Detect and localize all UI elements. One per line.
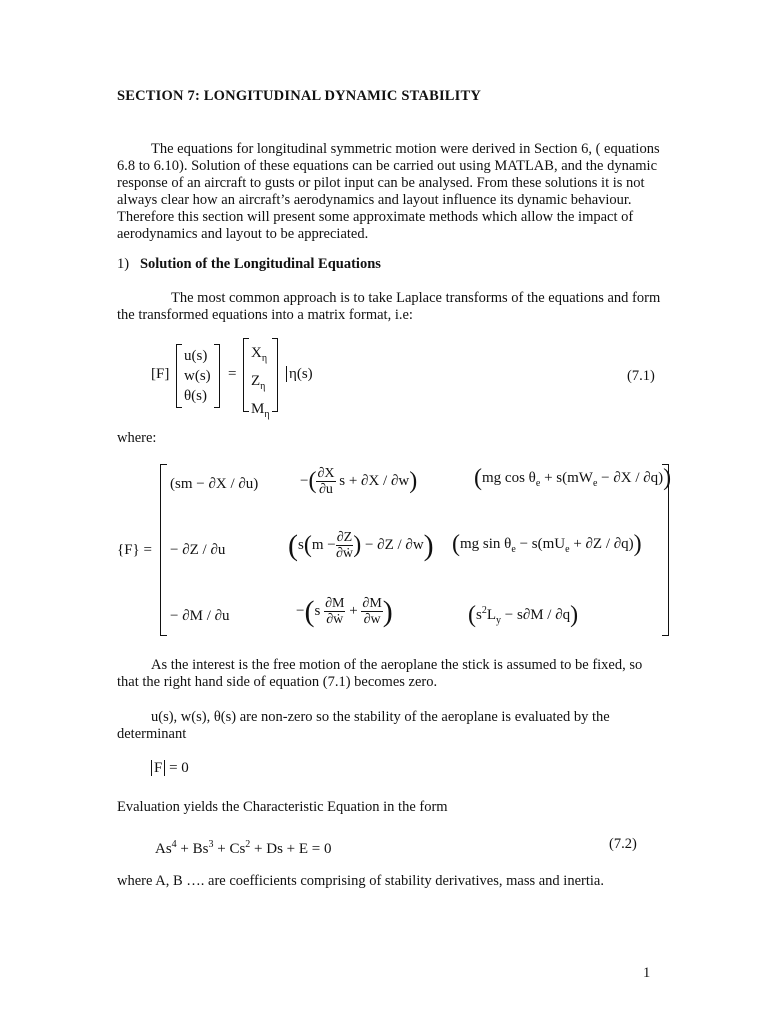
numerator: ∂X bbox=[317, 466, 335, 481]
term: + ∂Z / ∂q) bbox=[569, 536, 634, 552]
matrix-r3c2: −(s $\frac{\partial M}{\text{∂ẇ}}$ + $\frac{\partial M}{\partial w}$ ) bbox=[296, 595, 393, 628]
fraction bbox=[336, 530, 353, 561]
denominator: ∂w bbox=[363, 612, 381, 627]
eq71-eta bbox=[286, 366, 313, 383]
eq71-rhs-bracket-close bbox=[272, 338, 278, 412]
eq71-label: (7.1) bbox=[627, 368, 655, 384]
sup-2: 2 bbox=[245, 839, 251, 850]
term-rest: + Ds + E = 0 bbox=[250, 841, 332, 857]
sup-2: 2 bbox=[481, 605, 487, 616]
matrix-r3c1: − ∂M / ∂u bbox=[170, 608, 230, 624]
nonzero-paragraph bbox=[117, 709, 662, 743]
vec-u: u(s) bbox=[184, 348, 208, 364]
term: L bbox=[486, 607, 497, 623]
sub-e: e bbox=[565, 544, 570, 555]
term-B: + Bs bbox=[176, 841, 209, 857]
eta-sub: η bbox=[264, 409, 270, 420]
laplace-paragraph bbox=[117, 290, 662, 324]
plus-sign: + bbox=[349, 602, 358, 619]
numerator: ∂Z bbox=[336, 530, 353, 545]
denominator: ∂ẇ bbox=[326, 612, 344, 627]
denominator: ∂ẇ bbox=[335, 546, 353, 561]
free-motion-paragraph bbox=[117, 657, 662, 691]
matrix-r2c2: (s(m − $\frac{\partial Z}{\text{∂ẇ}}$ ) − ∂Z / ∂w) bbox=[288, 529, 434, 562]
term: − s(mU bbox=[515, 536, 566, 552]
fraction bbox=[324, 596, 345, 627]
eta-of-s: η(s) bbox=[289, 366, 313, 382]
eta-sub: η bbox=[260, 381, 266, 392]
matrix-r3c3: $(s^2L_y - s\partial M / \partial q)$ bbox=[468, 602, 579, 629]
eq71-rhs-bracket-open bbox=[243, 338, 249, 412]
term: m − bbox=[311, 536, 336, 553]
vec-w: w(s) bbox=[184, 368, 211, 384]
sub-e: e bbox=[535, 478, 541, 489]
term: s + ∂X / ∂w bbox=[339, 472, 410, 489]
determinant-equals-zero: = 0 bbox=[169, 760, 189, 776]
sub-y: y bbox=[496, 615, 502, 626]
sup-4: 4 bbox=[171, 839, 177, 850]
determinant-equation bbox=[151, 760, 189, 777]
subsection-number: 1) bbox=[117, 256, 130, 272]
eq72-characteristic-equation bbox=[155, 836, 332, 858]
matrix-r1c1: (sm − ∂X / ∂u) bbox=[170, 476, 259, 492]
where-label: where: bbox=[117, 430, 157, 446]
nonzero-text: u(s), w(s), θ(s) are non-zero so the stability of the aeroplane is evaluated by the determinant bbox=[117, 709, 610, 742]
rhs-M: M bbox=[251, 401, 265, 417]
term: s bbox=[476, 607, 482, 623]
term: s bbox=[314, 602, 321, 619]
free-motion-text: As the interest is the free motion of the aeroplane the stick is assumed to be fixed, so that the right hand side of equation (7.1) becomes zero. bbox=[117, 657, 643, 690]
subsection-title: Solution of the Longitudinal Equations bbox=[139, 256, 381, 272]
term-A: As bbox=[155, 841, 172, 857]
fraction bbox=[316, 466, 335, 497]
evaluation-paragraph: Evaluation yields the Characteristic Equation in the form bbox=[117, 799, 448, 815]
term: + s(mW bbox=[540, 470, 593, 486]
minus-sign: − bbox=[300, 472, 309, 489]
sup-3: 3 bbox=[208, 839, 214, 850]
eq71-left-bracket-close bbox=[214, 344, 220, 408]
term: − s∂M / ∂q bbox=[501, 607, 571, 623]
matrix-r1c2: −( $\frac{\partial X}{\partial u}$ s + ∂X / ∂w) bbox=[300, 466, 418, 497]
fraction bbox=[361, 596, 382, 627]
matrix-r2c1: − ∂Z / ∂u bbox=[170, 542, 226, 558]
matrix-bracket-left bbox=[160, 464, 167, 636]
section-heading: SECTION 7: LONGITUDINAL DYNAMIC STABILITY bbox=[117, 88, 482, 104]
eq72-label: (7.2) bbox=[609, 836, 637, 852]
eq71-control-vector bbox=[251, 342, 270, 426]
term: mg sin θ bbox=[460, 536, 512, 552]
matrix-r1c3: (mg $\cos \theta_e + s(mW_e - \partial X / \partial q)$) bbox=[474, 465, 672, 492]
rhs-Z: Z bbox=[251, 373, 261, 389]
term: s bbox=[298, 536, 304, 553]
determinant-F: F bbox=[151, 760, 165, 776]
denominator: ∂u bbox=[319, 482, 333, 497]
numerator: ∂M bbox=[325, 596, 345, 611]
coefficients-paragraph: where A, B …. are coefficients comprising of stability derivatives, mass and inertia. bbox=[117, 873, 604, 889]
intro-paragraph bbox=[117, 141, 662, 243]
intro-text: The equations for longitudinal symmetric motion were derived in Section 6, ( equations 6.8 to 6.10). Solution of these equations can be carried out using MATLAB, and the dynamic response of an aircraft to gusts or pilot input can be analysed. From these solutions it is not always clear how an aircraft’s aerodynamics and layout influence its dynamic behaviour. Therefore this section will present some approximate methods which allow the impact of aerodynamics and layout to be appreciated. bbox=[117, 141, 660, 242]
page-number: 1 bbox=[643, 965, 651, 981]
sub-e: e bbox=[511, 544, 516, 555]
eq71-F: [F] bbox=[151, 366, 170, 382]
term: mg cos θ bbox=[482, 470, 536, 486]
eq71-left-bracket-open bbox=[176, 344, 182, 408]
term: − ∂X / ∂q) bbox=[597, 470, 664, 486]
laplace-text: The most common approach is to take Laplace transforms of the equations and form the transformed equations into a matrix format, i.e: bbox=[117, 290, 661, 323]
eta-sub: η bbox=[261, 353, 268, 364]
matrix-lhs: {F} = bbox=[117, 542, 152, 558]
sub-e: e bbox=[592, 478, 598, 489]
minus-sign: − bbox=[296, 602, 305, 619]
term: − ∂Z / ∂w bbox=[364, 536, 424, 553]
numerator: ∂M bbox=[362, 596, 382, 611]
rhs-X: X bbox=[251, 345, 262, 361]
matrix-r2c3: (mg $\sin \theta_e - s(mU_e + \partial Z / \partial q)$) bbox=[452, 531, 642, 558]
eq71-equals: = bbox=[228, 366, 237, 382]
term-C: + Cs bbox=[213, 841, 246, 857]
eq71-state-vector bbox=[184, 346, 211, 406]
vec-theta: θ(s) bbox=[184, 388, 208, 404]
subsection-heading bbox=[117, 256, 381, 273]
